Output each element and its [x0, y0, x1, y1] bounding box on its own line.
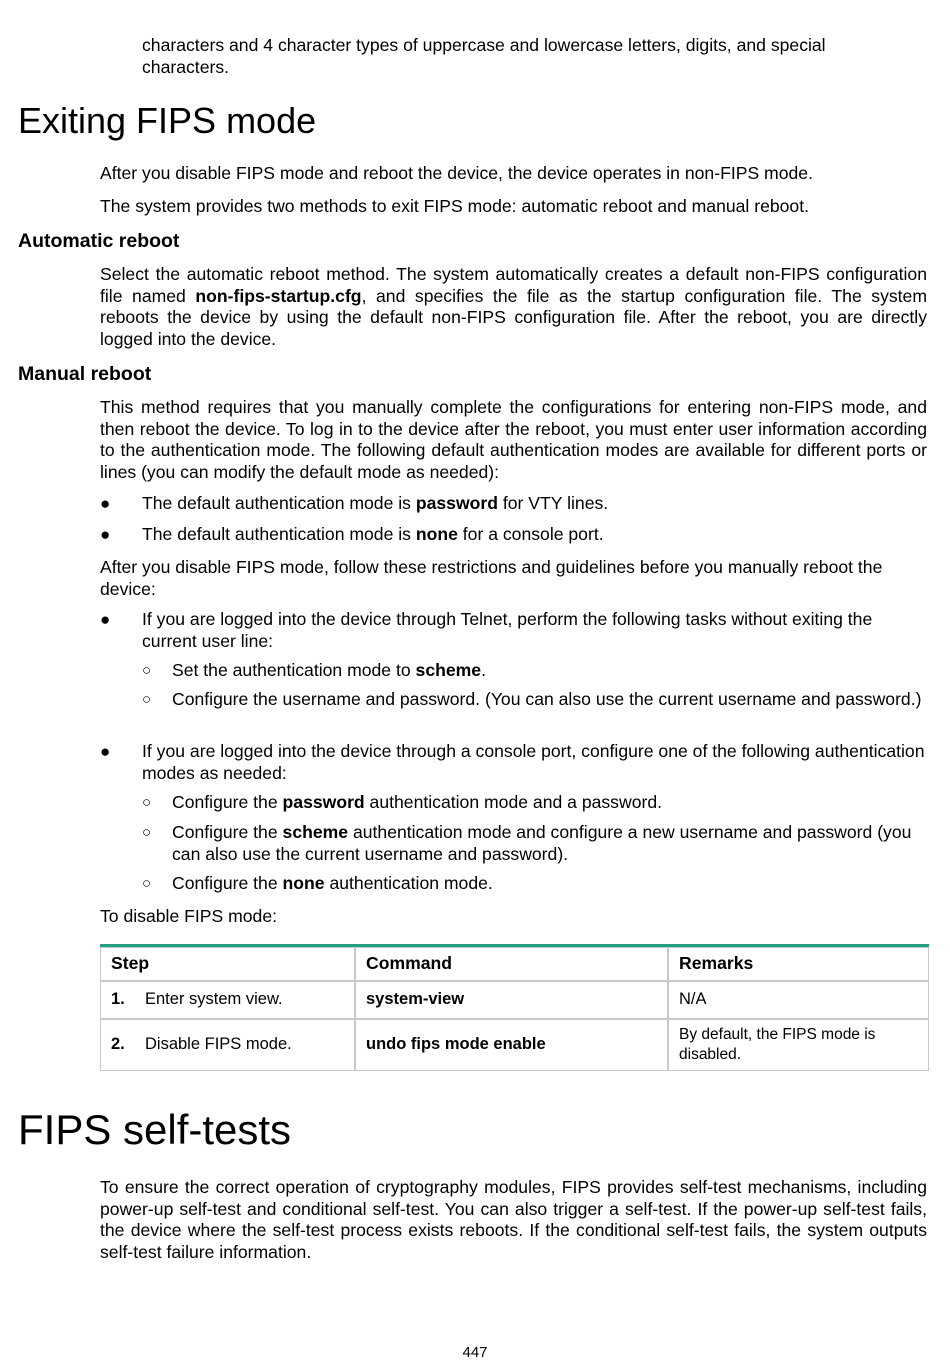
- page-number: 447: [462, 1344, 488, 1361]
- bullet-icon: ●: [100, 742, 111, 761]
- section-title-fips-self-tests: FIPS self-tests: [18, 1106, 292, 1153]
- filename-non-fips-startup: non-fips-startup.cfg: [195, 285, 362, 306]
- manual-reboot-paragraph-2: After you disable FIPS mode, follow these restrictions and guidelines before you manually reboot the device:: [100, 557, 883, 599]
- circle-bullet-icon: ○: [142, 794, 152, 811]
- table-row: [100, 1019, 929, 1071]
- column-header-command: Command: [355, 947, 668, 981]
- circle-bullet-icon: ○: [142, 824, 152, 841]
- bullet-icon: ●: [100, 610, 111, 629]
- automatic-reboot-paragraph: Select the automatic reboot method. The system automatically creates a default non-FIPS configuration file named non-fips-startup.cfg, and specifies the file as the startup configuration file. The system reboots the device by using the default non-FIPS configuration file. After the reboot, you are directly logged into the device.: [100, 264, 928, 349]
- manual-reboot-paragraph-1: This method requires that you manually complete the configurations for entering non-FIPS mode, and then reboot the device. To log in to the device after the reboot, you must enter user information according to the authentication mode. The following default authentication modes are available for different ports or lines (you can modify the default mode as needed):: [100, 397, 927, 482]
- command-cell: system-view: [355, 981, 668, 1019]
- document-page: characters and 4 character types of uppercase and lowercase letters, digits, and special characters. Exiting FIPS mode After you disable FIPS mode and reboot the device, the device operates in non-FIPS mode. The system provides two methods to exit FIPS mode: automatic reboot and manual reboot. Automatic reboot Select the automatic reboot method. The system automatically creates a default non-FIPS configuration file named non-fips-startup.cfg, and specifies the file as the startup configuration file. The system reboots the device by using the default non-FIPS configuration file. After the reboot, you are directly logged into the device. Manual reboot This method requires that you manually complete the configurations for entering non-FIPS mode, and then reboot the device. To log in to the device after the reboot, you must enter user information according to the authentication mode. The following default authentication modes are available for different ports or lines (you can modify the default mode as needed): ● The default authentication mode is password for VTY lines. ● The default authentication mode is none for a console port. After you disable FIPS mode, follow these restrictions and guidelines before you manually reboot the device: ● If you are logged into the device through Telnet, perform the following tasks without exiting the current user line: ○ Set the authentication mode to scheme. ○ Configure the username and password. (You can also use the current username and password.) ● If you are logged into the device through a console port, configure one of the following authentication modes as needed: ○ Configure the password authentication mode and a password. ○ Configure the scheme authentication mode and configure a new username and password (you can also use the current username and password). ○ Configure the none authentication mode. To disable FIPS mode: Step Command Remarks 1. Enter system view. system-view N/A 2. Disable FIPS mode. undo fips mode enable By default, the FIPS mode is disabled. FIPS self-tests To ensure the correct operation of cryptography modules, FIPS provides self-test mechanisms, including power-up self-test and conditional self-test. You can also trigger a self-test. If the power-up self-test fails, the device where the self-test process exists reboots. If the conditional self-test fails, the system outputs self-test failure information. 447: [0, 0, 950, 1359]
- to-disable-fips-label: To disable FIPS mode:: [100, 906, 278, 926]
- bullet-icon: ●: [100, 494, 111, 513]
- circle-bullet-icon: ○: [142, 875, 152, 892]
- remarks-cell: N/A: [668, 981, 929, 1019]
- column-header-step: Step: [100, 947, 355, 981]
- table-header-row: [100, 947, 929, 981]
- column-header-remarks: Remarks: [668, 947, 929, 981]
- subsection-title-manual-reboot: Manual reboot: [18, 363, 152, 385]
- section-title-exiting-fips: Exiting FIPS mode: [18, 100, 317, 141]
- remarks-cell: By default, the FIPS mode is disabled.: [668, 1019, 929, 1071]
- subsection-title-automatic-reboot: Automatic reboot: [18, 230, 180, 252]
- bullet-icon: ●: [100, 525, 111, 544]
- disable-fips-steps-table: [100, 944, 929, 1071]
- exiting-paragraph-1: After you disable FIPS mode and reboot the device, the device operates in non-FIPS mode.: [100, 163, 813, 183]
- command-cell: undo fips mode enable: [355, 1019, 668, 1071]
- intro-continuation: characters and 4 character types of uppercase and lowercase letters, digits, and special characters.: [142, 35, 826, 77]
- exiting-paragraph-2: The system provides two methods to exit FIPS mode: automatic reboot and manual reboot.: [100, 196, 809, 216]
- self-tests-paragraph: To ensure the correct operation of cryptography modules, FIPS provides self-test mechanisms, including power-up self-test and conditional self-test. You can also trigger a self-test. If the power-up self-test fails, the device where the self-test process exists reboots. If the conditional self-test fails, the system outputs self-test failure information.: [100, 1177, 927, 1262]
- step-cell: 1. Enter system view.: [100, 981, 355, 1019]
- circle-bullet-icon: ○: [142, 662, 152, 679]
- circle-bullet-icon: ○: [142, 691, 152, 708]
- step-cell: 2. Disable FIPS mode.: [100, 1019, 355, 1071]
- table-row: [100, 981, 929, 1019]
